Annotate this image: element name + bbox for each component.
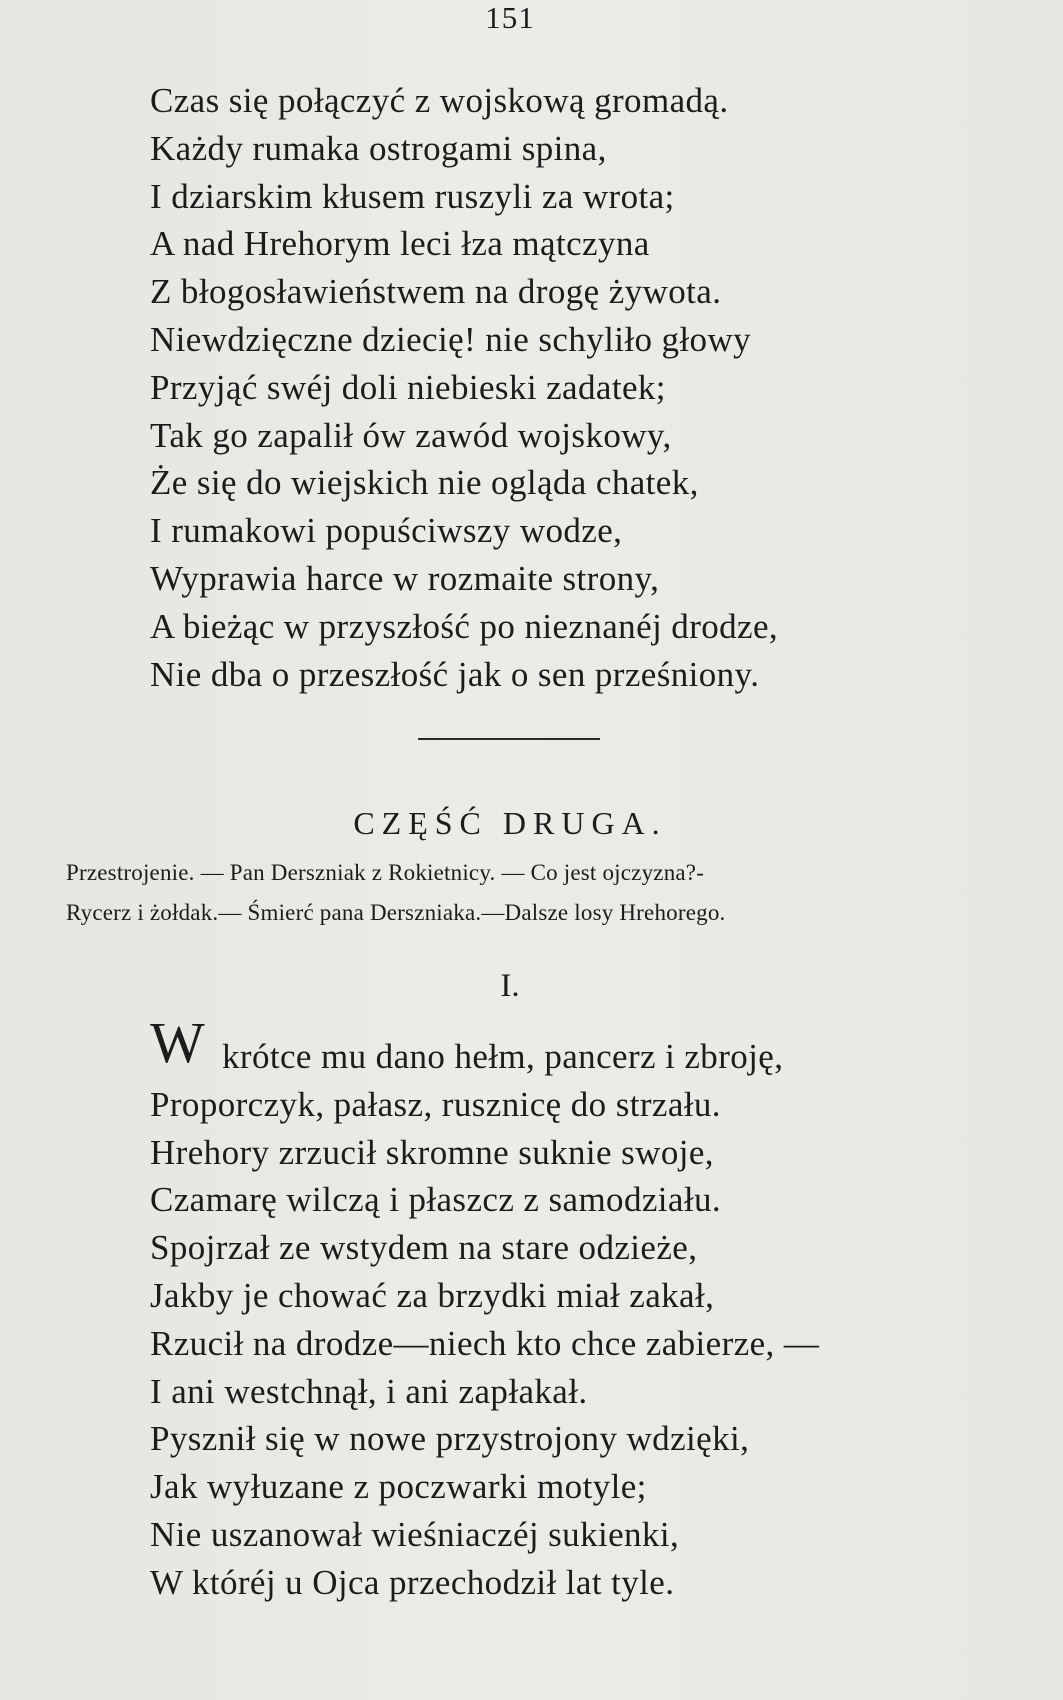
poem-line: Tak go zapalił ów zawód wojskowy,: [150, 415, 672, 455]
poem-line: Że się do wiejskich nie ogląda chatek,: [150, 463, 699, 503]
poem-line: Proporczyk, pałasz, rusznicę do strzału.: [150, 1084, 721, 1124]
poem-line: Spojrzał ze wstydem na stare odzieże,: [150, 1228, 698, 1268]
poem-line: Rzucił na drodze—niech kto chce zabierze, —: [150, 1323, 820, 1363]
chapter-summary-line: Przestrojenie. — Pan Derszniak z Rokietnicy. — Co jest ojczyzna?-: [66, 860, 705, 885]
poem-line: Przyjąć swéj doli niebieski zadatek;: [150, 367, 666, 407]
poem-line: W któréj u Ojca przechodził lat tyle.: [150, 1562, 675, 1602]
poem-line: Czamarę wilczą i płaszcz z samodziału.: [150, 1180, 722, 1220]
poem-line: Hrehory zrzucił skromne suknie swoje,: [150, 1132, 714, 1172]
section-heading: CZĘŚĆ DRUGA.: [353, 805, 667, 841]
poem-stanza-bottom: [150, 1033, 819, 1607]
poem-line: Jak wyłuzane z poczwarki motyle;: [150, 1467, 647, 1507]
chapter-summary-line: Rycerz i żołdak.— Śmierć pana Derszniaka.—Dalsze losy Hrehorego.: [66, 900, 726, 925]
poem-stanza-top: [150, 77, 778, 698]
chapter-numeral: I.: [500, 968, 520, 1004]
poem-line: A nad Hrehorym leci łza mątczyna: [150, 224, 650, 264]
poem-line: Nie dba o przeszłość jak o sen prześniony.: [150, 654, 760, 694]
section-divider: [418, 738, 600, 740]
poem-line: Czas się połączyć z wojskową gromadą.: [150, 81, 729, 120]
poem-line: Nie uszanował wieśniaczéj sukienki,: [150, 1514, 680, 1554]
poem-line: A bieżąc w przyszłość po nieznanéj drodze,: [150, 606, 779, 646]
poem-line: Każdy rumaka ostrogami spina,: [150, 128, 607, 168]
poem-line: Niewdzięczne dziecię! nie schyliło głowy: [150, 319, 752, 359]
poem-line: krótce mu dano hełm, pancerz i zbroję,: [222, 1037, 784, 1076]
poem-line: Jakby je chować za brzydki miał zakał,: [150, 1275, 715, 1315]
poem-line: Z błogosławieństwem na drogę żywota.: [150, 272, 722, 312]
poem-line: I rumakowi popuściwszy wodze,: [150, 511, 623, 551]
page-number: 151: [485, 0, 535, 35]
poem-line: Pysznił się w nowe przystrojony wdzięki,: [150, 1419, 750, 1459]
poem-line: I dziarskim kłusem ruszyli za wrota;: [150, 176, 675, 216]
poem-line: I ani westchnął, i ani zapłakał.: [150, 1371, 588, 1411]
drop-cap: W: [150, 1010, 205, 1075]
poem-line: Wyprawia harce w rozmaite strony,: [150, 558, 660, 598]
